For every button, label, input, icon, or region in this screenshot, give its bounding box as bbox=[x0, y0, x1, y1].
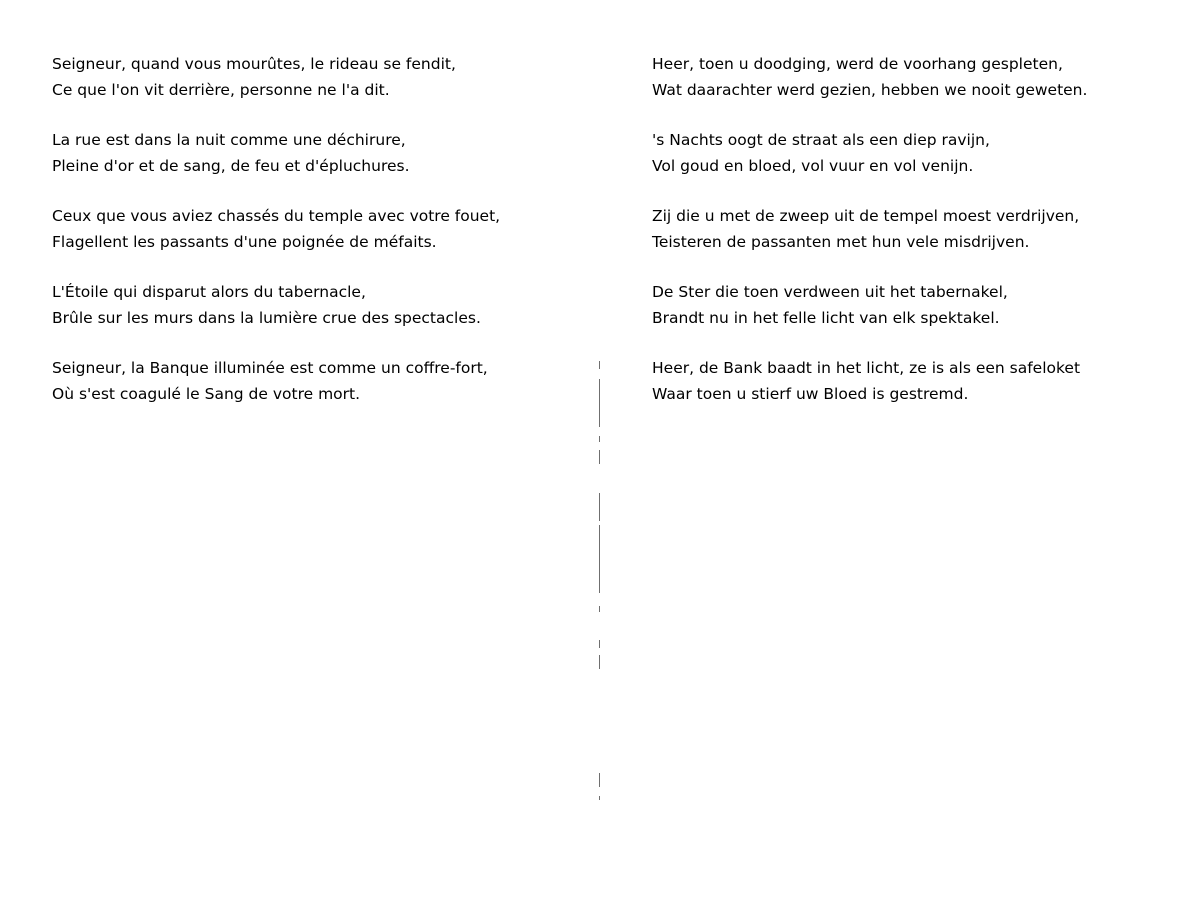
divider-segment bbox=[599, 796, 600, 800]
divider-segment bbox=[599, 525, 600, 593]
poem-line: Flagellent les passants d'une poignée de méfaits. bbox=[52, 232, 437, 251]
divider-segment bbox=[599, 606, 600, 612]
stanza bbox=[652, 204, 1172, 255]
poem-line: Heer, de Bank baadt in het licht, ze is als een safeloket bbox=[652, 359, 1081, 377]
stanza bbox=[652, 356, 1172, 407]
divider-segment bbox=[599, 655, 600, 669]
french-poem-column bbox=[52, 52, 572, 432]
stanza bbox=[52, 204, 572, 255]
stanza bbox=[52, 52, 572, 103]
divider-segment bbox=[599, 493, 600, 521]
divider-segment bbox=[599, 450, 600, 464]
poem-line: Wat daarachter werd gezien, hebben we nooit geweten. bbox=[652, 80, 1088, 99]
poem-line: L'Étoile qui disparut alors du tabernacle, bbox=[52, 283, 366, 301]
stanza bbox=[52, 280, 572, 331]
poem-line: Brûle sur les murs dans la lumière crue des spectacles. bbox=[52, 308, 481, 327]
poem-line: Brandt nu in het felle licht van elk spektakel. bbox=[652, 308, 1000, 327]
dutch-poem-column bbox=[652, 52, 1172, 432]
poem-line: Seigneur, quand vous mourûtes, le rideau se fendit, bbox=[52, 55, 456, 73]
divider-segment bbox=[599, 361, 600, 369]
stanza bbox=[652, 128, 1172, 179]
divider-segment bbox=[599, 436, 600, 442]
poem-line: Ceux que vous aviez chassés du temple avec votre fouet, bbox=[52, 207, 501, 225]
poem-line: Ce que l'on vit derrière, personne ne l'a dit. bbox=[52, 80, 390, 99]
stanza bbox=[652, 280, 1172, 331]
poem-line: De Ster die toen verdween uit het tabernakel, bbox=[652, 283, 1008, 301]
poem-line: Pleine d'or et de sang, de feu et d'épluchures. bbox=[52, 156, 410, 175]
poem-line: Où s'est coagulé le Sang de votre mort. bbox=[52, 384, 361, 403]
poem-line: La rue est dans la nuit comme une déchirure, bbox=[52, 131, 406, 149]
poem-line: Waar toen u stierf uw Bloed is gestremd. bbox=[652, 384, 969, 403]
poem-line: Seigneur, la Banque illuminée est comme un coffre-fort, bbox=[52, 359, 488, 377]
stanza bbox=[52, 356, 572, 407]
divider-segment bbox=[599, 773, 600, 787]
divider-segment bbox=[599, 640, 600, 648]
poem-line: Zij die u met de zweep uit de tempel moest verdrijven, bbox=[652, 207, 1080, 225]
poem-line: Vol goud en bloed, vol vuur en vol venijn. bbox=[652, 156, 974, 175]
divider-segment bbox=[599, 379, 600, 427]
stanza bbox=[52, 128, 572, 179]
poem-line: Teisteren de passanten met hun vele misdrijven. bbox=[652, 232, 1030, 251]
stanza bbox=[652, 52, 1172, 103]
poem-line: Heer, toen u doodging, werd de voorhang gespleten, bbox=[652, 55, 1063, 73]
poem-line: 's Nachts oogt de straat als een diep ravijn, bbox=[652, 131, 990, 149]
